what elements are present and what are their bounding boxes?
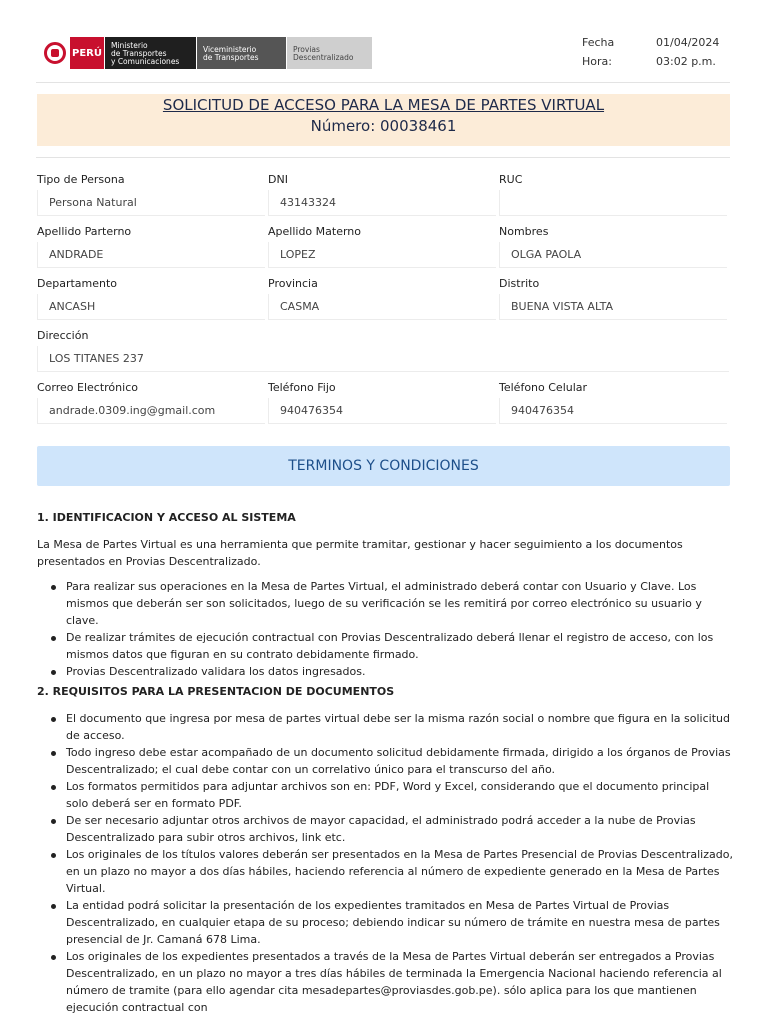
logo-provias: Provias Descentralizado bbox=[286, 37, 372, 69]
dni-value: 43143324 bbox=[268, 190, 496, 216]
hora-label: Hora: bbox=[582, 55, 612, 68]
list-item: La entidad podrá solicitar la presentación de los expedientes tramitados en Mesa de Partes Virtual de Provias Descentralizado, en cualquier etapa de su proceso; debiendo indicar su número de trámite en nuestra mesa de partes presencial de Jr. Camaná 678 Lima. bbox=[37, 897, 733, 948]
list-item: Los originales de los títulos valores deberán ser presentados en la Mesa de Partes Presencial de Provias Descentralizado, en un plazo no mayor a dos días hábiles, haciendo referencia al número de expediente generado en la Mesa de Partes Virtual. bbox=[37, 846, 733, 897]
bullet-list bbox=[37, 578, 733, 680]
list-item: Para realizar sus operaciones en la Mesa de Partes Virtual, el administrado deberá contar con Usuario y Clave. Los mismos que deberán ser son solicitados, luego de su verificación se les remitirá por correo electrónico su usuario y clave. bbox=[37, 578, 733, 629]
page-header bbox=[36, 34, 730, 82]
hora-value: 03:02 p.m. bbox=[656, 55, 716, 68]
bullet-list bbox=[37, 710, 733, 1016]
field-apellido-materno: Apellido Materno LOPEZ bbox=[268, 222, 499, 274]
field-ruc: RUC bbox=[499, 170, 730, 222]
coat-of-arms-icon bbox=[40, 37, 70, 69]
date-time-block bbox=[582, 36, 732, 74]
field-apellido-paterno: Apellido Parterno ANDRADE bbox=[37, 222, 268, 274]
field-nombres: Nombres OLGA PAOLA bbox=[499, 222, 730, 274]
field-tipo-persona: Tipo de Persona Persona Natural bbox=[37, 170, 268, 222]
section-heading: 2. REQUISITOS PARA LA PRESENTACION DE DOCUMENTOS bbox=[37, 685, 395, 698]
request-title-box bbox=[37, 94, 730, 146]
field-provincia: Provincia CASMA bbox=[268, 274, 499, 326]
apellido-paterno-value: ANDRADE bbox=[37, 242, 265, 268]
list-item: Los formatos permitidos para adjuntar archivos son en: PDF, Word y Excel, considerando que el documento principal solo deberá ser en formato PDF. bbox=[37, 778, 733, 812]
form-row bbox=[37, 378, 731, 430]
list-item: El documento que ingresa por mesa de partes virtual debe ser la misma razón social o nombre que figura en la solicitud de acceso. bbox=[37, 710, 733, 744]
list-item: Provias Descentralizado validara los datos ingresados. bbox=[37, 663, 733, 680]
request-number: Número: 00038461 bbox=[310, 117, 457, 135]
logo-ministry: Ministerio de Transportes y Comunicaciones bbox=[104, 37, 196, 69]
form-row bbox=[37, 222, 731, 274]
nombres-value: OLGA PAOLA bbox=[499, 242, 727, 268]
applicant-form bbox=[37, 170, 731, 430]
apellido-materno-value: LOPEZ bbox=[268, 242, 496, 268]
telefono-celular-value: 940476354 bbox=[499, 398, 727, 424]
departamento-value: ANCASH bbox=[37, 294, 265, 320]
form-row bbox=[37, 326, 731, 378]
ruc-value bbox=[499, 190, 727, 216]
distrito-value: BUENA VISTA ALTA bbox=[499, 294, 727, 320]
field-telefono-celular: Teléfono Celular 940476354 bbox=[499, 378, 730, 430]
field-correo: Correo Electrónico andrade.0309.ing@gmail.com bbox=[37, 378, 268, 430]
logo-viceministry: Viceministerio de Transportes bbox=[196, 37, 286, 69]
form-row bbox=[37, 170, 731, 222]
divider bbox=[36, 157, 730, 158]
field-departamento: Departamento ANCASH bbox=[37, 274, 268, 326]
direccion-value: LOS TITANES 237 bbox=[37, 346, 729, 372]
terms-heading-box: TERMINOS Y CONDICIONES bbox=[37, 446, 730, 486]
tipo-persona-value: Persona Natural bbox=[37, 190, 265, 216]
fecha-value: 01/04/2024 bbox=[656, 36, 720, 49]
telefono-fijo-value: 940476354 bbox=[268, 398, 496, 424]
field-direccion: Dirección LOS TITANES 237 bbox=[37, 326, 731, 378]
field-dni: DNI 43143324 bbox=[268, 170, 499, 222]
section-intro: La Mesa de Partes Virtual es una herramienta que permite tramitar, gestionar y hacer seguimiento a los documentos presentados en Provias Descentralizado. bbox=[37, 538, 683, 568]
field-distrito: Distrito BUENA VISTA ALTA bbox=[499, 274, 730, 326]
list-item: De realizar trámites de ejecución contractual con Provias Descentralizado deberá llenar el registro de acceso, con los mismos datos que figuran en su contrato debidamente firmado. bbox=[37, 629, 733, 663]
section-heading: 1. IDENTIFICACION Y ACCESO AL SISTEMA bbox=[37, 511, 296, 524]
provincia-value: CASMA bbox=[268, 294, 496, 320]
page-title: SOLICITUD DE ACCESO PARA LA MESA DE PARTES VIRTUAL bbox=[162, 96, 605, 114]
divider bbox=[36, 82, 730, 83]
government-logo bbox=[40, 37, 372, 69]
correo-value: andrade.0309.ing@gmail.com bbox=[37, 398, 265, 424]
fecha-label: Fecha bbox=[582, 36, 615, 49]
form-row bbox=[37, 274, 731, 326]
logo-peru: PERÚ bbox=[70, 37, 104, 69]
list-item: Todo ingreso debe estar acompañado de un documento solicitud debidamente firmada, dirigido a los órganos de Provias Descentralizado; el cual debe contar con un correlativo único para el transcurso del año. bbox=[37, 744, 733, 778]
list-item: Los originales de los expedientes presentados a través de la Mesa de Partes Virtual deberán ser entregados a Provias Descentralizado, en un plazo no mayor a tres días hábiles de terminada la Emergencia Nacional haciendo referencia al número de tramite (para ello agendar cita mesadepartes@proviasdes.gob.pe). sólo aplica para los que mantienen ejecución contractual con bbox=[37, 948, 733, 1016]
field-telefono-fijo: Teléfono Fijo 940476354 bbox=[268, 378, 499, 430]
terms-content bbox=[37, 508, 733, 1016]
list-item: De ser necesario adjuntar otros archivos de mayor capacidad, el administrado podrá acceder a la nube de Provias Descentralizado para subir otros archivos, link etc. bbox=[37, 812, 733, 846]
